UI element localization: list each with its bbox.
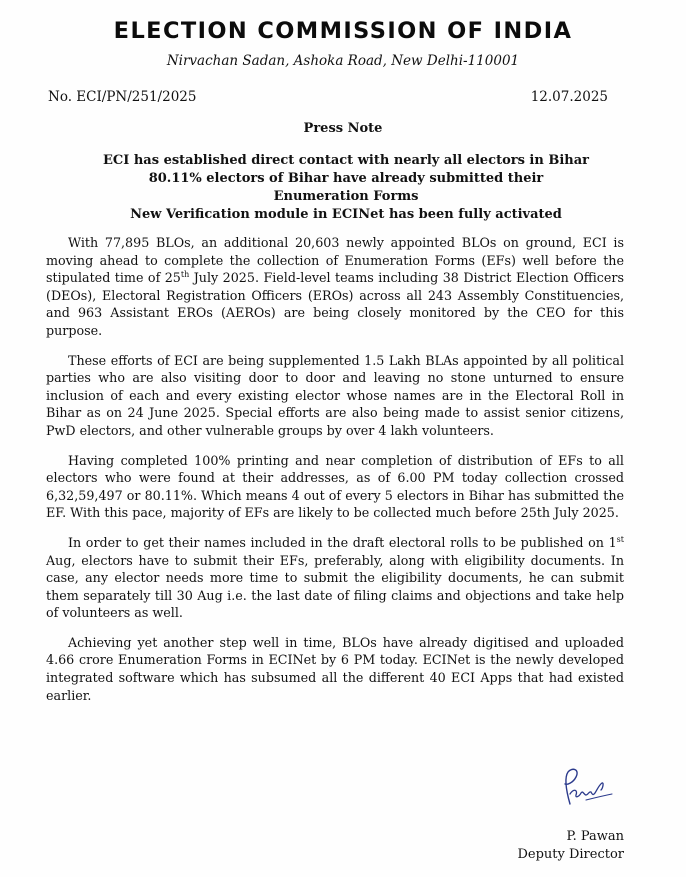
headline-1: ECI has established direct contact with nearly all electors in Bihar [102,153,589,168]
headline-3: New Verification module in ECINet has been fully activated [130,207,562,222]
paragraph-5: Achieving yet another step well in time, BLOs have already digitised and uploaded 4.66 crore Enumeration Forms in ECINet by 6 PM today. ECINet is the newly developed integrated software which has subsumed all the different 40 ECI Apps that had existed earlier. [46,634,624,703]
org-title: ELECTION COMMISSION OF INDIA [113,18,573,44]
headlines [86,152,606,224]
document-date: 12.07.2025 [530,89,608,105]
org-address: Nirvachan Sadan, Ashoka Road, New Delhi-110001 [166,53,520,69]
signatory-designation: Deputy Director [517,847,624,862]
reference-number: No. ECI/PN/251/2025 [48,89,197,105]
headline-2: 80.11% electors of Bihar have already submitted their Enumeration Forms [148,171,544,204]
signatory-block [517,828,624,864]
signatory-name: P. Pawan [566,829,624,844]
paragraph-4: In order to get their names included in the draft electoral rolls to be published on 1st Aug, electors have to submit their EFs, preferably, along with eligibility documents. In case, any elector needs more time to submit the eligibility documents, he can submit them separately till 30 Aug i.e. the last date of filing claims and objections and take help of volunteers as well. [46,534,624,621]
paragraph-2: These efforts of ECI are being supplemented 1.5 Lakh BLAs appointed by all political parties who are also visiting door to door and leaving no stone unturned to ensure inclusion of each and every existing elector whose names are in the Electoral Roll in Bihar as on 24 June 2025. Special efforts are also being made to assist senior citizens, PwD electors, and other vulnerable groups by over 4 lakh volunteers. [46,352,624,438]
press-note-body [46,234,624,716]
handwritten-signature [556,764,618,810]
document-type: Press Note [303,121,383,136]
paragraph-3: Having completed 100% printing and near completion of distribution of EFs to all electors who were found at their addresses, as of 6.00 PM today collection crossed 6,32,59,497 or 80.11%. Which means 4 out of every 5 electors in Bihar has submitted the EF. With this pace, majority of EFs are likely to be collected much before 25th July 2025. [46,452,624,521]
paragraph-1: With 77,895 BLOs, an additional 20,603 newly appointed BLOs on ground, ECI is moving ahead to complete the collection of Enumeration Forms (EFs) well before the stipulated time of 25th July 2025. Field-level teams including 38 District Election Officers (DEOs), Electoral Registration Officers (EROs) across all 243 Assembly Constituencies, and 963 Assistant EROs (AEROs) are being closely monitored by the CEO for this purpose. [46,235,624,338]
